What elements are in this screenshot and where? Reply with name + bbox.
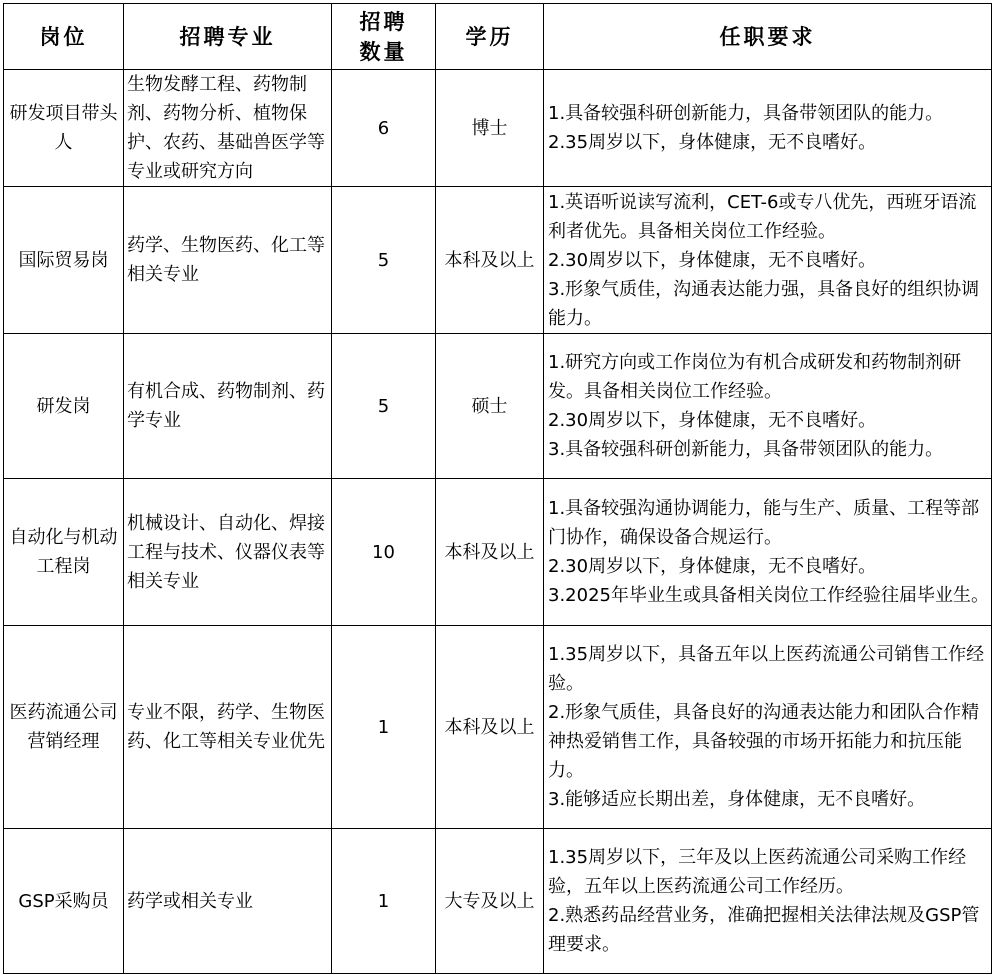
- requirement-line: 1.研究方向或工作岗位为有机合成研发和药物制剂研发。具备相关岗位工作经验。: [548, 352, 962, 402]
- position-cell: GSP采购员: [4, 829, 124, 974]
- requirement-line: 1.35周岁以下，三年及以上医药流通公司采购工作经验，五年以上医药流通公司工作经历。: [548, 847, 967, 897]
- requirements-cell: [544, 626, 992, 829]
- requirement-line: 1.具备较强科研创新能力，具备带领团队的能力。: [548, 103, 944, 124]
- requirement-line: 2.30周岁以下，身体健康，无不良嗜好。: [548, 556, 877, 577]
- table-row: [4, 334, 992, 479]
- header-count: [332, 4, 436, 70]
- requirement-line: 2.熟悉药品经营业务，准确把握相关法律法规及GSP管理要求。: [548, 905, 980, 955]
- count-cell: 1: [332, 829, 436, 974]
- education-cell: 博士: [436, 70, 544, 187]
- header-count-line2: 数量: [359, 38, 408, 64]
- table-row: [4, 626, 992, 829]
- position-cell: 自动化与机动工程岗: [4, 479, 124, 626]
- requirements-cell: [544, 70, 992, 187]
- count-cell: 6: [332, 70, 436, 187]
- table-row: [4, 479, 992, 626]
- education-cell: 本科及以上: [436, 626, 544, 829]
- count-cell: 1: [332, 626, 436, 829]
- recruitment-table: [3, 3, 992, 974]
- requirement-line: 2.35周岁以下，身体健康，无不良嗜好。: [548, 132, 877, 153]
- table-row: [4, 829, 992, 974]
- major-cell: 药学或相关专业: [124, 829, 332, 974]
- requirement-line: 2.形象气质佳，具备良好的沟通表达能力和团队合作精神热爱销售工作，具备较强的市场开拓能力和抗压能力。: [548, 702, 980, 781]
- table-row: [4, 70, 992, 187]
- position-cell: 医药流通公司营销经理: [4, 626, 124, 829]
- count-cell: 10: [332, 479, 436, 626]
- requirement-line: 3.形象气质佳，沟通表达能力强，具备良好的组织协调能力。: [548, 278, 980, 329]
- education-cell: 本科及以上: [436, 479, 544, 626]
- education-cell: 大专及以上: [436, 829, 544, 974]
- header-requirements: 任职要求: [544, 4, 992, 70]
- education-cell: 硕士: [436, 334, 544, 479]
- requirements-cell: [544, 334, 992, 479]
- requirements-cell: [544, 829, 992, 974]
- requirement-line: 3.能够适应长期出差，身体健康，无不良嗜好。: [548, 789, 926, 810]
- major-cell: 机械设计、自动化、焊接工程与技术、仪器仪表等相关专业: [124, 479, 332, 626]
- position-cell: 研发项目带头人: [4, 70, 124, 187]
- requirement-line: 3.具备较强科研创新能力，具备带领团队的能力。: [548, 439, 944, 460]
- requirement-line: 1.具备较强沟通协调能力，能与生产、质量、工程等部门协作，确保设备合规运行。: [548, 498, 980, 548]
- major-cell: 生物发酵工程、药物制剂、药物分析、植物保护、农药、基础兽医学等专业或研究方向: [124, 70, 332, 187]
- position-cell: 国际贸易岗: [4, 187, 124, 334]
- requirement-line: 2.30周岁以下，身体健康，无不良嗜好。: [548, 410, 877, 431]
- requirement-line: 2.30周岁以下，身体健康，无不良嗜好。: [548, 249, 877, 271]
- header-major: 招聘专业: [124, 4, 332, 70]
- requirement-line: 3.2025年毕业生或具备相关岗位工作经验往届毕业生。: [548, 585, 989, 606]
- requirements-cell: [544, 479, 992, 626]
- header-position: 岗位: [4, 4, 124, 70]
- table-row: [4, 187, 992, 334]
- header-row: [4, 4, 992, 70]
- major-cell: 专业不限，药学、生物医药、化工等相关专业优先: [124, 626, 332, 829]
- header-count-line1: 招聘: [359, 8, 408, 34]
- count-cell: 5: [332, 187, 436, 334]
- requirement-line: 1.35周岁以下，具备五年以上医药流通公司销售工作经验。: [548, 644, 985, 694]
- count-cell: 5: [332, 334, 436, 479]
- requirements-cell: [544, 187, 992, 334]
- major-cell: 有机合成、药物制剂、药学专业: [124, 334, 332, 479]
- requirement-line: 1.英语听说读写流利，CET-6或专八优先，西班牙语流利者优先。具备相关岗位工作经验。: [548, 191, 977, 242]
- header-education: 学历: [436, 4, 544, 70]
- education-cell: 本科及以上: [436, 187, 544, 334]
- major-cell: 药学、生物医药、化工等相关专业: [124, 187, 332, 334]
- position-cell: 研发岗: [4, 334, 124, 479]
